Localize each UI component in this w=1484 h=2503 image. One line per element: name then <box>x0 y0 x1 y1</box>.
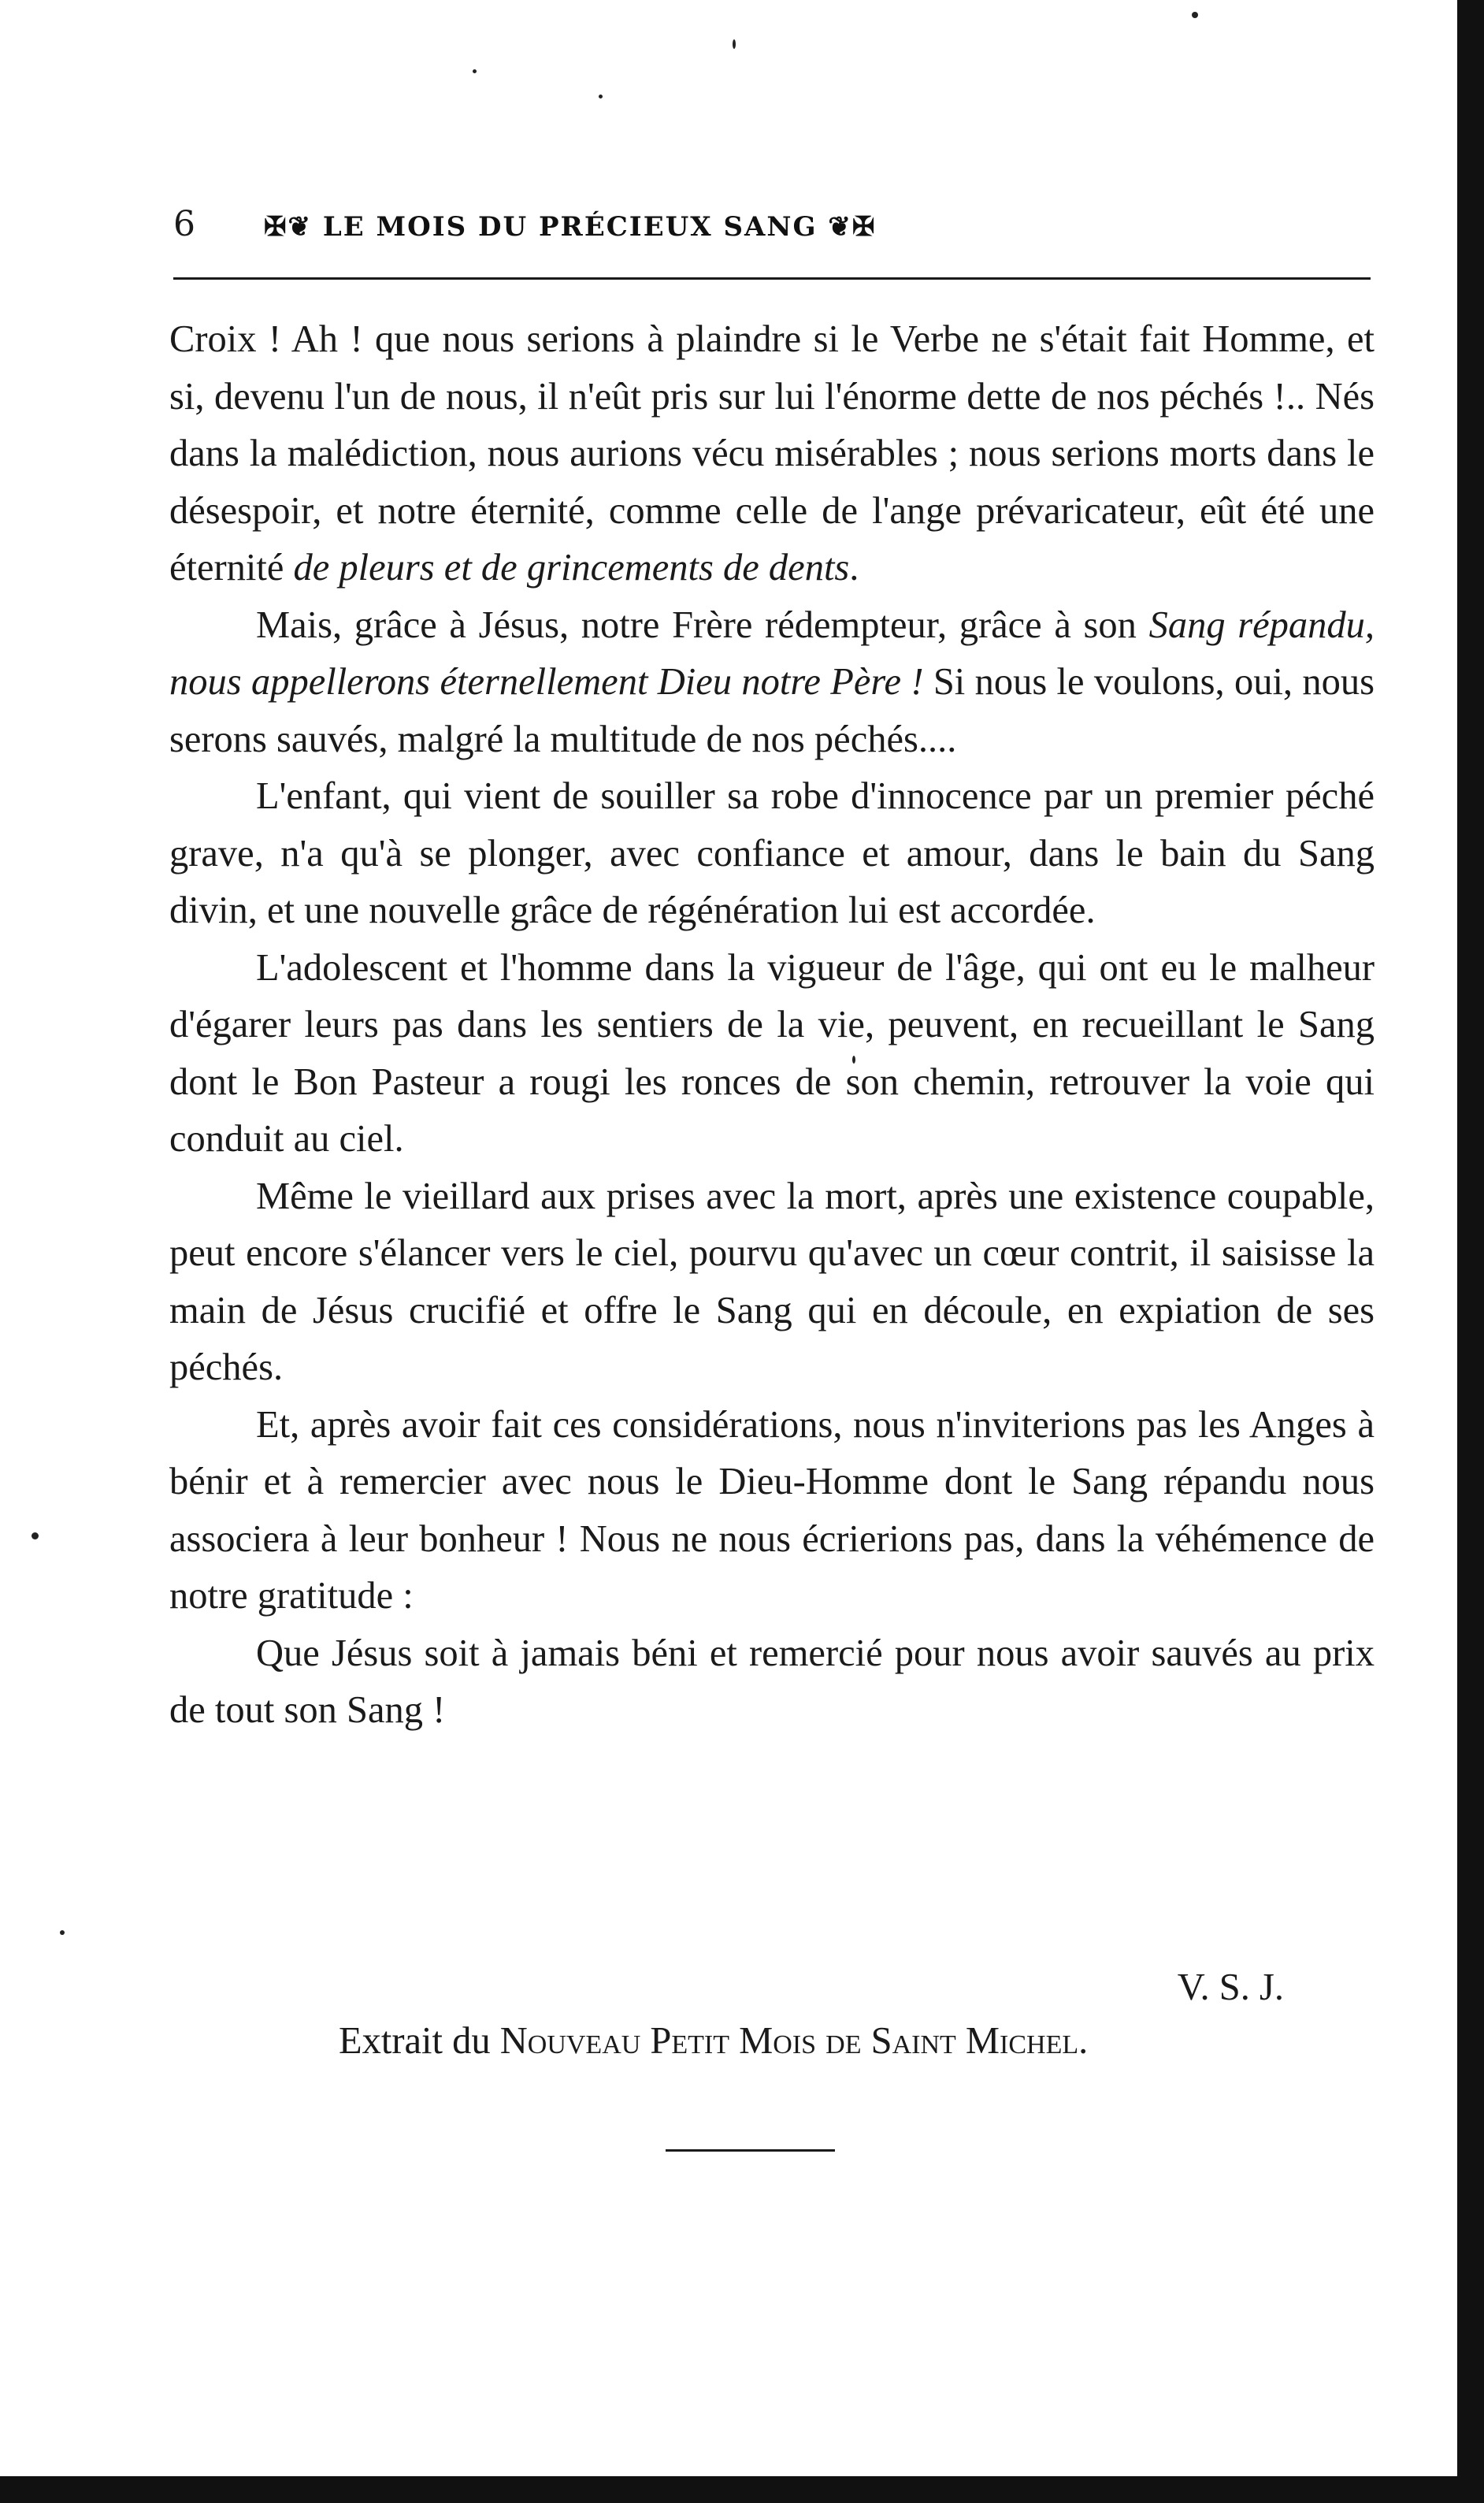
scan-speck <box>60 1930 65 1935</box>
paragraph <box>169 1168 1375 1397</box>
paragraph-text: Même le vieillard aux prises avec la mort, après une existence coupable, peut encore s'élancer vers le ciel, pourvu qu'avec un cœur contrit, il saisisse la main de Jésus crucifié et offre le Sang qui en découle, en expiation de ses péchés. <box>169 1175 1375 1388</box>
scan-speck <box>599 95 603 98</box>
paragraph <box>169 1397 1375 1625</box>
source-prefix: Extrait du <box>339 2020 500 2062</box>
header-rule <box>173 277 1371 280</box>
paragraph-text: Si nous le voulons, oui, nous serons sauvés, malgré la multitude de nos péchés.... <box>169 661 1375 760</box>
page-number: 6 <box>173 204 195 244</box>
paragraph-text: Que Jésus soit à jamais béni et remercié pour nous avoir sauvés au prix de tout son Sang ! <box>169 1632 1375 1731</box>
signature-initials: V. S. J. <box>1177 1966 1284 2008</box>
paragraph-text: L'enfant, qui vient de souiller sa robe d'innocence par un premier péché grave, n'a qu'à se plonger, avec confiance et amour, dans le bain du Sang divin, et une nouvelle grâce de régénération lui est accordée. <box>169 775 1375 931</box>
running-head: ✠❦ LE MOIS DU PRÉCIEUX SANG ❦✠ <box>264 211 877 243</box>
paragraph-text-italic: de pleurs et de grincements de dents <box>293 547 850 589</box>
paragraph <box>169 597 1375 769</box>
scan-speck <box>32 1532 39 1539</box>
paragraph <box>169 940 1375 1168</box>
body-text <box>169 311 1375 1740</box>
paragraph <box>169 1625 1375 1740</box>
paragraph <box>169 768 1375 940</box>
paragraph-text: Mais, grâce à Jésus, notre Frère rédempteur, grâce à son <box>256 603 1149 646</box>
scan-edge-right <box>1457 0 1484 2490</box>
scan-speck <box>1192 12 1198 18</box>
paragraph-text: Croix ! Ah ! que nous serions à plaindre si le Verbe ne s'était fait Homme, et si, devenu l'un de nous, il n'eût pris sur lui l'énorme dette de nos péchés !.. Nés dans la malédiction, nous aurions vécu misérables ; nous serions morts dans le désespoir, et notre éternité, comme celle de l'ange prévaricateur, eût été une éternité <box>169 318 1375 589</box>
scan-speck <box>733 39 736 49</box>
end-rule <box>666 2149 835 2152</box>
page-header <box>173 201 1371 264</box>
paragraph-text-italic: Sang répandu, nous appellerons éternellement Dieu notre Père ! <box>169 603 1375 703</box>
paragraph <box>169 311 1375 597</box>
scan-speck <box>473 69 477 73</box>
paragraph-text: L'adolescent et l'homme dans la vigueur de l'âge, qui ont eu le malheur d'égarer leurs pas dans les sentiers de la vie, peuvent, en recueillant le Sang dont le Bon Pasteur a rougi les ronces de son chemin, retrouver la voie qui conduit au ciel. <box>169 946 1375 1160</box>
source-title: Nouveau Petit Mois de Saint Michel. <box>499 2020 1089 2062</box>
source-attribution <box>339 2013 1363 2070</box>
scan-edge-bottom <box>0 2476 1484 2503</box>
paragraph-text: . <box>849 547 859 589</box>
paragraph-text: Et, après avoir fait ces considérations, nous n'inviterions pas les Anges à bénir et à remercier avec nous le Dieu-Homme dont le Sang répandu nous associera à leur bonheur ! Nous ne nous écrierions pas, dans la véhémence de notre gratitude : <box>169 1403 1375 1617</box>
